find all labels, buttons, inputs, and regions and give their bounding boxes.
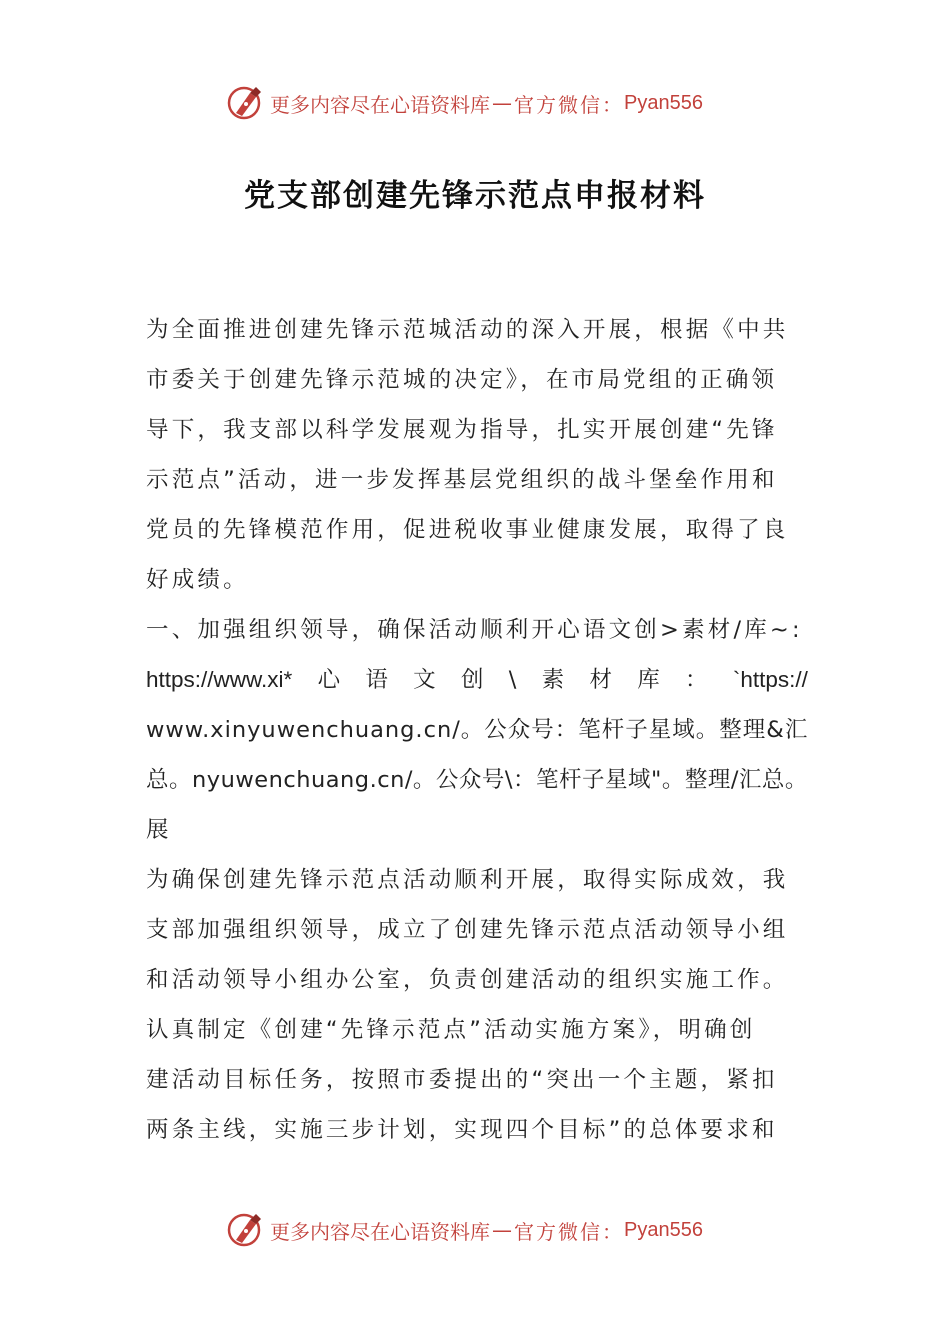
header-watermark (226, 83, 703, 123)
spaced-token: \ (508, 667, 517, 693)
spaced-token: 材 (589, 667, 612, 693)
pen-nib-icon (226, 1210, 266, 1250)
body-line: www.xinyuwenchuang.cn/。公众号：笔杆子星域。整理&汇 (146, 717, 809, 743)
body-line: 支部加强组织领导，成立了创建先锋示范点活动领导小组 (146, 917, 789, 943)
body-line: 两条主线，实施三步计划，实现四个目标”的总体要求和 (146, 1117, 778, 1143)
body-line: 总。nyuwenchuang.cn/。公众号\：笔杆子星域"。整理/汇总。 (146, 767, 808, 793)
watermark-site-text: 更多内容尽在心语资料库 (270, 1219, 490, 1244)
pen-nib-icon (226, 83, 266, 123)
spaced-token: 创 (460, 667, 484, 693)
spaced-token: 文 (413, 667, 436, 693)
footer-watermark (226, 1210, 703, 1250)
spaced-token: 心 (317, 667, 341, 693)
spaced-token: ： (685, 667, 708, 693)
body-line: 党员的先锋模范作用，促进税收事业健康发展，取得了良 (146, 517, 789, 543)
body-line: 为确保创建先锋示范点活动顺利开展，取得实际成效，我 (146, 867, 789, 893)
spaced-token: 库 (637, 667, 660, 693)
watermark-official-label: 官方微信： (514, 1219, 624, 1244)
body-line: 建活动目标任务，按照市委提出的“突出一个主题，紧扣 (146, 1067, 778, 1093)
body-line: 和活动领导小组办公室，负责创建活动的组织实施工作。 (146, 967, 789, 993)
watermark-dash: — (492, 1218, 512, 1242)
spaced-token: `https:// (732, 667, 808, 692)
watermark-official-label: 官方微信： (514, 92, 624, 117)
watermark-wechat-id: Pyan556 (624, 91, 703, 114)
body-line: 一、加强组织领导，确保活动顺利开心语文创>素材/库~: (146, 617, 803, 643)
body-line: 导下，我支部以科学发展观为指导，扎实开展创建“先锋 (146, 417, 778, 443)
watermark-wechat-id: Pyan556 (624, 1218, 703, 1241)
spaced-token: 素 (541, 667, 565, 693)
body-line-spaced (146, 655, 808, 705)
watermark-site-text: 更多内容尽在心语资料库 (270, 92, 490, 117)
body-line: 认真制定《创建“先锋示范点”活动实施方案》，明确创 (146, 1017, 756, 1043)
body-line: 为全面推进创建先锋示范城活动的深入开展，根据《中共 (146, 317, 789, 343)
spaced-token: https://www.xi* (146, 667, 293, 692)
body-line: 示范点”活动，进一步发挥基层党组织的战斗堡垒作用和 (146, 467, 778, 493)
body-line: 展 (146, 817, 172, 843)
body-line: 好成绩。 (146, 567, 249, 593)
watermark-dash: — (492, 91, 512, 115)
document-body (146, 305, 808, 1155)
document-title: 党支部创建先锋示范点申报材料 (244, 178, 706, 214)
body-line: 市委关于创建先锋示范城的决定》，在市局党组的正确领 (146, 367, 778, 393)
spaced-token: 语 (365, 667, 388, 693)
